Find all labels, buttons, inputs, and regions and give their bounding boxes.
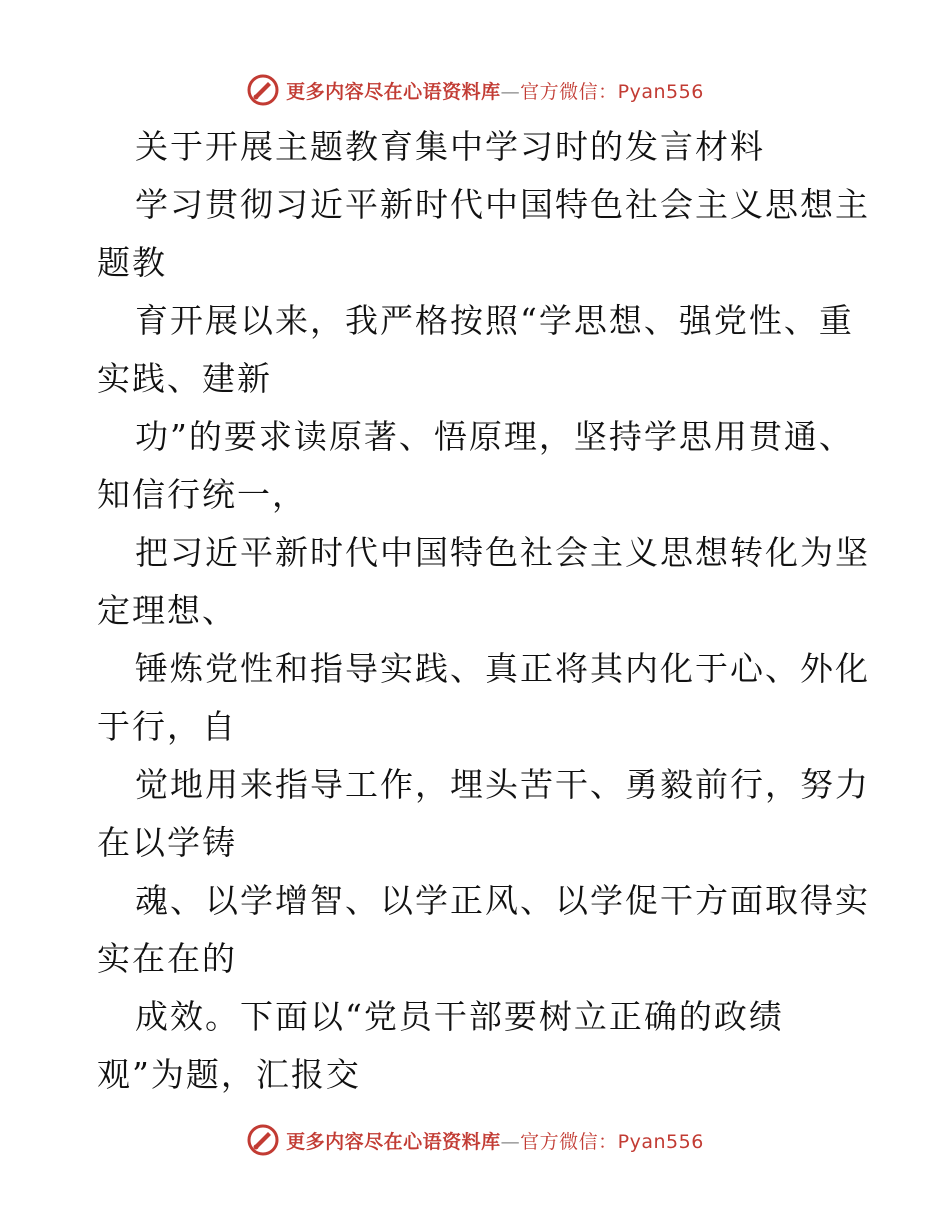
body-line: 魂、以学增智、以学正风、以学促干方面取得实 — [135, 881, 870, 920]
footer-contact: 官方微信：Pyan556 — [520, 1130, 704, 1153]
header-contact: 官方微信：Pyan556 — [520, 80, 704, 103]
body-line: 观”为题，汇报交 — [97, 1055, 361, 1094]
footer-separator: — — [500, 1130, 521, 1153]
body-line: 知信行统一， — [97, 475, 307, 514]
body-line: 锤炼党性和指导实践、真正将其内化于心、外化 — [135, 649, 870, 688]
document-title: 关于开展主题教育集中学习时的发言材料 — [135, 127, 765, 166]
body-line: 觉地用来指导工作，埋头苦干、勇毅前行，努力 — [135, 765, 870, 804]
footer-brand: 更多内容尽在心语资料库 — [286, 1130, 501, 1153]
body-line: 在以学铸 — [97, 823, 237, 862]
footer-banner-text — [286, 1127, 704, 1154]
brand-logo-icon — [246, 1123, 280, 1157]
header-banner — [0, 68, 950, 112]
body-line: 题教 — [97, 243, 167, 282]
document-body — [97, 118, 870, 1104]
brand-logo-icon — [246, 73, 280, 107]
body-line: 成效。下面以“党员干部要树立正确的政绩 — [135, 997, 784, 1036]
body-line: 实在在的 — [97, 939, 237, 978]
body-line: 把习近平新时代中国特色社会主义思想转化为坚 — [135, 533, 870, 572]
body-line: 学习贯彻习近平新时代中国特色社会主义思想主 — [135, 185, 870, 224]
body-line: 功”的要求读原著、悟原理，坚持学思用贯通、 — [135, 417, 854, 456]
header-brand: 更多内容尽在心语资料库 — [286, 80, 501, 103]
body-line: 定理想、 — [97, 591, 237, 630]
body-line: 于行，自 — [97, 707, 237, 746]
header-banner-text — [286, 77, 704, 104]
footer-banner — [0, 1118, 950, 1162]
body-line: 实践、建新 — [97, 359, 272, 398]
body-line: 育开展以来，我严格按照“学思想、强党性、重 — [135, 301, 854, 340]
header-separator: — — [500, 80, 521, 103]
